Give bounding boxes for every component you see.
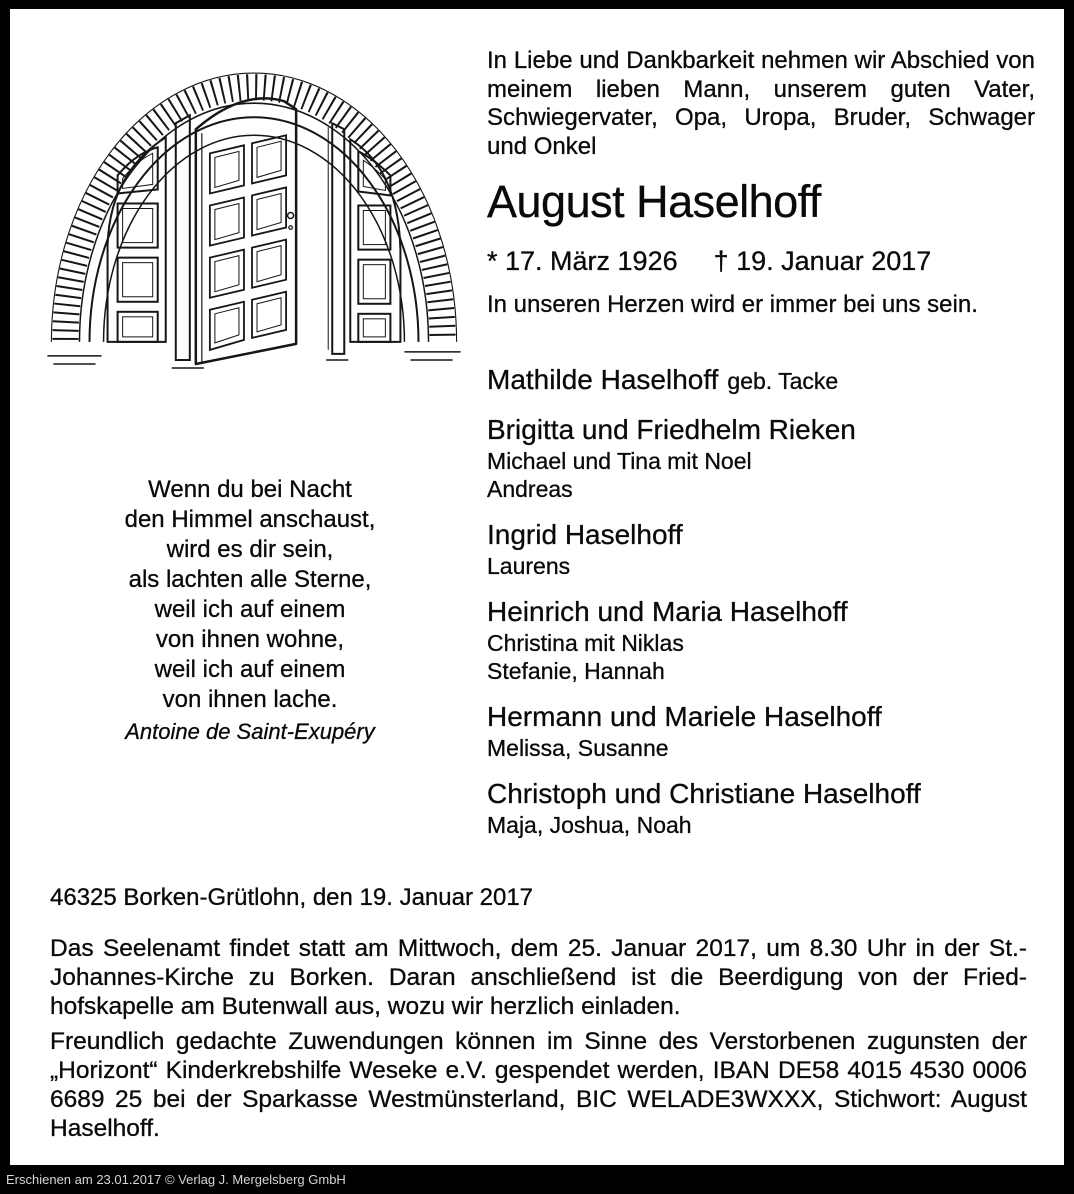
mourner-main: Heinrich und Maria Haselhoff [487, 596, 848, 627]
mourner-group [487, 700, 1047, 762]
poem-line: Wenn du bei Nacht [148, 476, 352, 503]
mourner-sub: Maja, Joshua, Noah [487, 812, 692, 838]
poem-line: weil ich auf einem [154, 596, 346, 623]
intro-text: In Liebe und Dankbarkeit nehmen wir Abschied von meinem lieben Mann, unserem guten Vater, Schwiegervater, Opa, Uropa, Bruder, Schwager und Onkel [487, 47, 1035, 160]
poem [65, 475, 435, 747]
poem-line: wird es dir sein, [166, 536, 334, 563]
poem-line: als lachten alle Sterne, [128, 566, 372, 593]
place-dateline: 46325 Borken-Grütlohn, den 19. Januar 2017 [50, 884, 534, 911]
mourner-sub: Laurens [487, 553, 571, 579]
life-dates [487, 246, 931, 276]
deceased-name: August Haselhoff [487, 176, 821, 227]
mourner-group [487, 595, 1047, 685]
mourners-list [487, 363, 1047, 854]
mourner-group [487, 363, 1047, 398]
mourner-main [487, 363, 1047, 398]
mourner-main: Ingrid Haselhoff [487, 519, 683, 550]
mourner-main: Brigitta und Friedhelm Rieken [487, 414, 856, 445]
mourner-sub: Christina mit Niklas [487, 630, 684, 656]
mourner-group [487, 777, 1047, 839]
service-info: Das Seelenamt findet statt am Mittwoch, dem 25. Januar 2017, um 8.30 Uhr in der St.-Johannes-Kirche zu Borken. Daran anschließend ist die Beerdigung von der Friedhofskapelle am Butenwall aus, wozu wir herzlich einladen. [50, 935, 1027, 1020]
mourner-name-suffix: geb. Tacke [727, 368, 839, 394]
mourner-main: Hermann und Mariele Haselhoff [487, 701, 882, 732]
poem-line: von ihnen lache. [162, 686, 338, 713]
mourner-sub: Andreas [487, 476, 573, 502]
donation-info: Freundlich gedachte Zuwendungen können im Sinne des Verstorbenen zugunsten der „Horizont“ Kinderkrebshilfe Weseke e.V. gespendet werden, IBAN DE58 4015 4530 0006 6689 25 bei der Sparkasse Westmünsterland, BIC WELADE3WXXX, Stichwort: August Haselhoff. [50, 1028, 1027, 1142]
mourner-group [487, 518, 1047, 580]
birth-date: * 17. März 1926 [487, 246, 678, 276]
poem-line: von ihnen wohne, [155, 626, 345, 653]
death-date: † 19. Januar 2017 [713, 246, 932, 276]
obituary-sheet [10, 9, 1064, 1165]
mourner-name: Mathilde Haselhoff [487, 364, 719, 395]
motto-line: In unseren Herzen wird er immer bei uns sein. [487, 291, 978, 318]
poem-line: weil ich auf einem [154, 656, 346, 683]
poem-attribution: Antoine de Saint-Exupéry [125, 719, 375, 744]
archway-door-illustration [43, 39, 465, 378]
poem-line: den Himmel anschaust, [124, 506, 376, 533]
publication-footer: Erschienen am 23.01.2017 © Verlag J. Mergelsberg GmbH [6, 1172, 346, 1187]
mourner-group [487, 413, 1047, 503]
mourner-sub: Michael und Tina mit Noel [487, 448, 752, 474]
mourner-sub: Stefanie, Hannah [487, 658, 665, 684]
mourner-main: Christoph und Christiane Haselhoff [487, 778, 921, 809]
mourner-sub: Melissa, Susanne [487, 735, 669, 761]
